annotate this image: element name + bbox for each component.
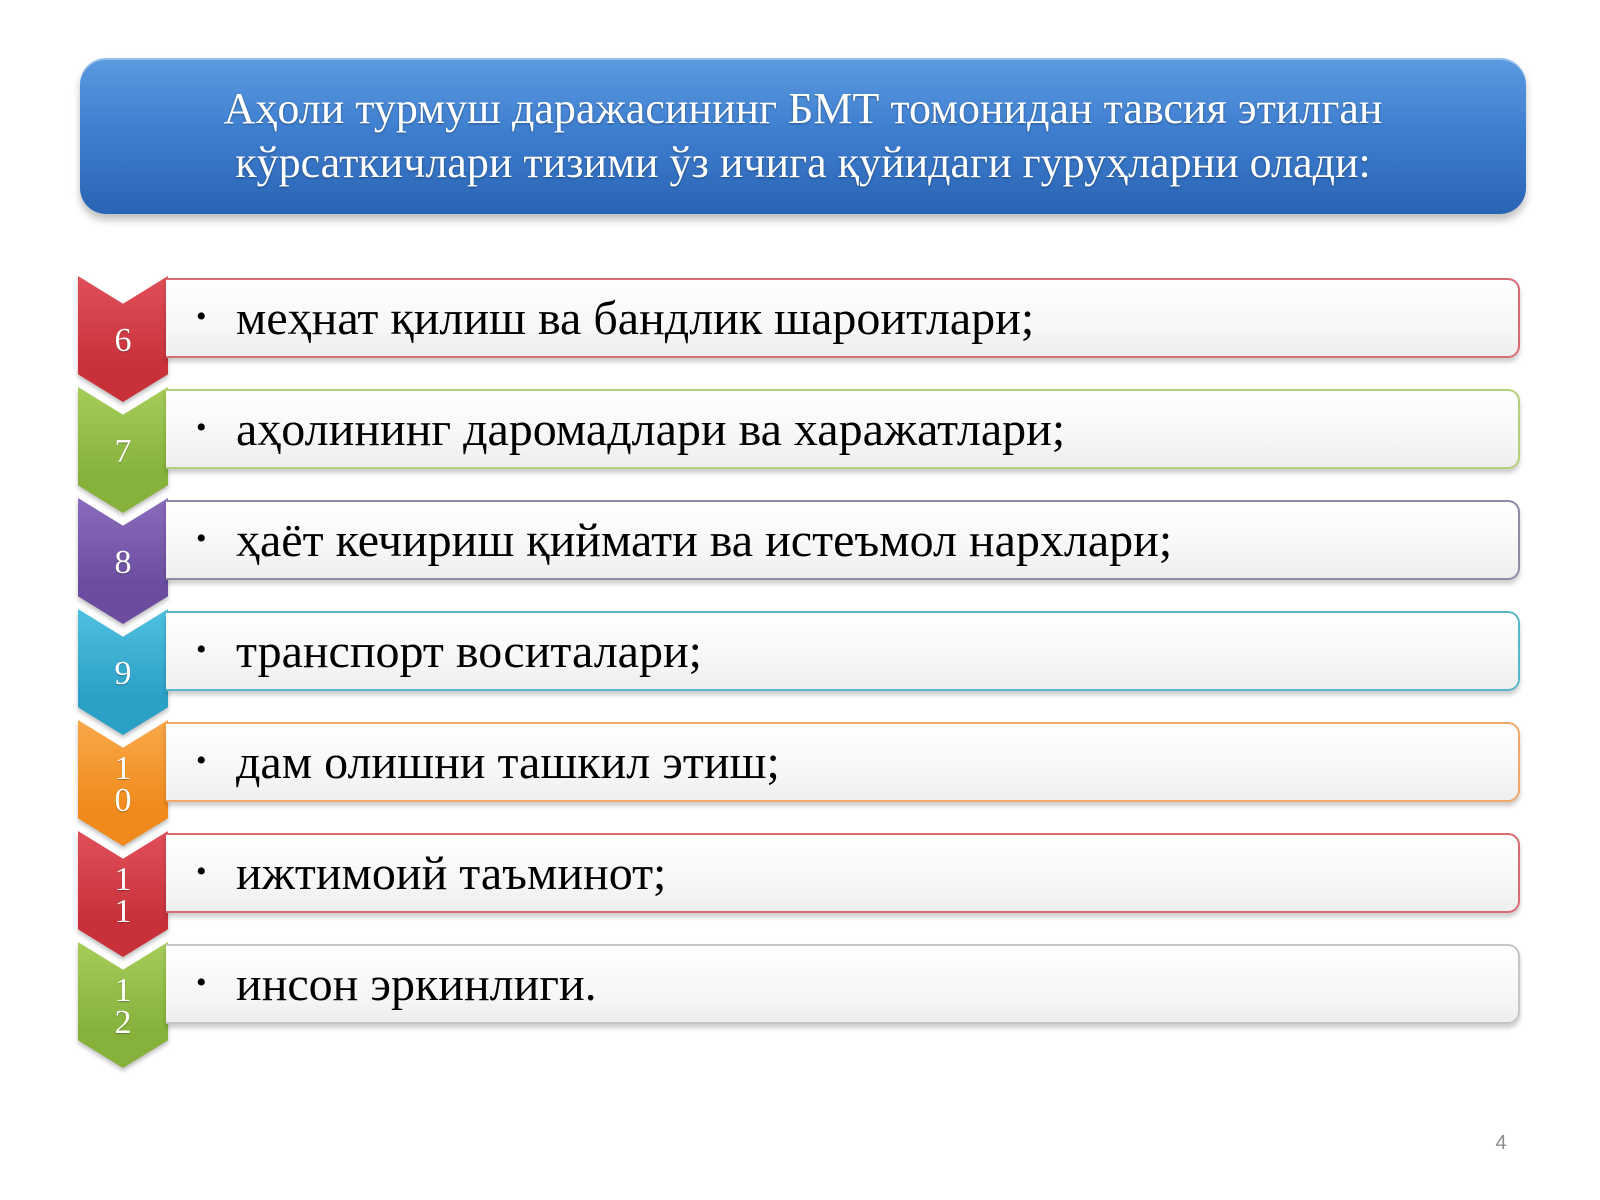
- chevron-marker: [78, 498, 168, 624]
- item-number: [78, 750, 168, 820]
- chevron-marker: [78, 720, 168, 846]
- page-number: 4: [1495, 1132, 1507, 1154]
- chevron-marker: [78, 942, 168, 1068]
- item-number-digit: 9: [114, 655, 132, 692]
- item-number-digit: 7: [114, 433, 132, 470]
- bullet-icon: •: [196, 411, 207, 444]
- item-number-digit: 0: [114, 782, 132, 819]
- bullet-icon: •: [196, 744, 207, 777]
- item-number-digit: 1: [114, 750, 132, 787]
- item-number: [78, 861, 168, 931]
- item-panel: [166, 278, 1520, 358]
- bullet-icon: •: [196, 522, 207, 555]
- bullet-icon: •: [196, 966, 207, 999]
- item-text: дам олишни ташкил этиш;: [236, 736, 780, 789]
- item-number: [78, 528, 168, 598]
- item-number-digit: 1: [114, 893, 132, 930]
- item-panel: [166, 833, 1520, 913]
- item-panel: [166, 944, 1520, 1024]
- item-text: транспорт воситалари;: [236, 625, 702, 678]
- item-number-digit: 1: [114, 972, 132, 1009]
- item-number-digit: 1: [114, 861, 132, 898]
- item-number: [78, 417, 168, 487]
- item-panel: [166, 722, 1520, 802]
- bullet-icon: •: [196, 300, 207, 333]
- item-panel: [166, 500, 1520, 580]
- chevron-marker: [78, 276, 168, 402]
- item-number: [78, 306, 168, 376]
- bullet-icon: •: [196, 633, 207, 666]
- item-panel: [166, 389, 1520, 469]
- bullet-icon: •: [196, 855, 207, 888]
- chevron-marker: [78, 387, 168, 513]
- item-text: ижтимоий таъминот;: [236, 847, 667, 900]
- item-panel: [166, 611, 1520, 691]
- chevron-marker: [78, 609, 168, 735]
- item-number-digit: 6: [114, 322, 132, 359]
- item-text: меҳнат қилиш ва бандлик шароитлари;: [236, 292, 1035, 345]
- item-text: инсон эркинлиги.: [236, 958, 597, 1011]
- item-number-digit: 8: [114, 544, 132, 581]
- item-text: аҳолининг даромадлари ва харажатлари;: [236, 403, 1066, 456]
- slide-title: Аҳоли турмуш даражасининг БМТ томонидан тавсия этилган кўрсаткичлари тизими ўз ичига қуйидаги гуруҳларни олади:: [80, 58, 1526, 214]
- item-number: [78, 972, 168, 1042]
- item-number-digit: 2: [114, 1004, 132, 1041]
- chevron-marker: [78, 831, 168, 957]
- item-text: ҳаёт кечириш қиймати ва истеъмол нархлари;: [236, 514, 1173, 567]
- list-item: [78, 942, 1528, 1072]
- item-number: [78, 639, 168, 709]
